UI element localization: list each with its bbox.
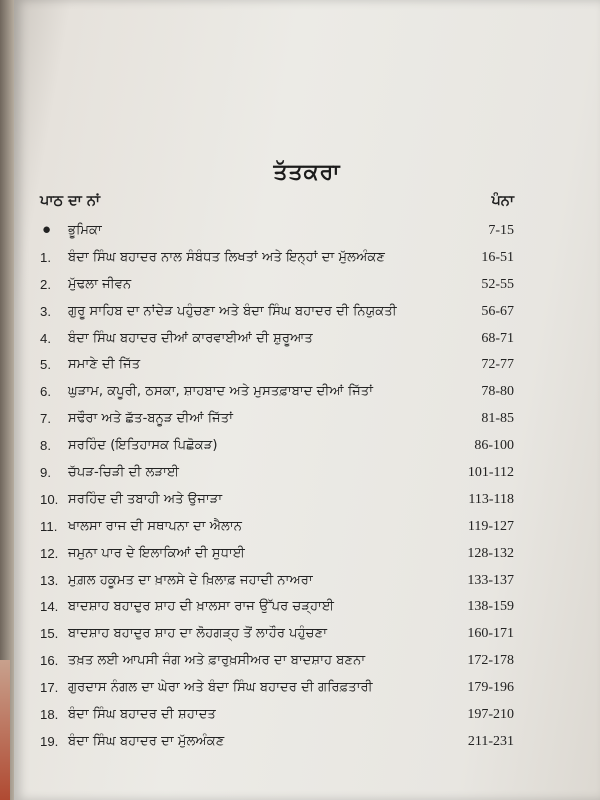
toc-entry <box>40 648 514 675</box>
entry-pages: 160-171 <box>467 626 514 642</box>
entry-title: ਸਮਾਣੇ ਦੀ ਜਿੱਤ <box>68 357 141 373</box>
toc-entry <box>40 621 514 648</box>
toc-entry <box>40 514 514 541</box>
toc-header <box>40 193 514 213</box>
toc-entry <box>40 568 514 595</box>
entry-title: ਸਢੌਰਾ ਅਤੇ ਛੱਤ-ਬਨੂੜ ਦੀਆਂ ਜਿੱਤਾਂ <box>68 411 233 427</box>
toc-entry <box>40 245 514 272</box>
entry-number: 6. <box>40 384 51 400</box>
entry-pages: 86-100 <box>474 438 514 454</box>
entry-title: ਬੰਦਾ ਸਿੰਘ ਬਹਾਦਰ ਨਾਲ ਸੰਬੰਧਤ ਲਿਖਤਾਂ ਅਤੇ ਇਨ੍ਹਾਂ ਦਾ ਮੁੱਲਅੰਕਣ <box>68 249 386 265</box>
entry-title: ਭੂਮਿਕਾ <box>68 223 102 238</box>
book-page <box>14 0 600 800</box>
toc-entry <box>40 729 514 756</box>
show-through-text <box>214 10 554 130</box>
entry-number: ● <box>42 221 52 238</box>
toc-entry <box>40 406 514 433</box>
entry-title: ਗੁਰਦਾਸ ਨੰਗਲ ਦਾ ਘੇਰਾ ਅਤੇ ਬੰਦਾ ਸਿੰਘ ਬਹਾਦਰ ਦੀ ਗਰਿਫ਼ਤਾਰੀ <box>68 680 373 696</box>
entry-title: ਜਮੁਨਾ ਪਾਰ ਦੇ ਇਲਾਕਿਆਂ ਦੀ ਸੁਧਾਈ <box>68 545 246 561</box>
entry-pages: 119-127 <box>467 518 514 534</box>
entry-title: ਘੁੜਾਮ, ਕਪੂਰੀ, ਠਸਕਾ, ਸ਼ਾਹਬਾਦ ਅਤੇ ਮੁਸਤਫ਼ਾਬਾਦ ਦੀਆਂ ਜਿੱਤਾਂ <box>68 384 373 400</box>
entry-number: 12. <box>40 545 59 561</box>
entry-number: 18. <box>40 707 59 723</box>
entry-pages: 78-80 <box>481 384 514 400</box>
toc-entry <box>40 299 514 326</box>
entry-number: 8. <box>40 438 51 454</box>
entry-number: 9. <box>40 465 51 481</box>
entry-title: ਚੱਪੜ-ਚਿੜੀ ਦੀ ਲੜਾਈ <box>68 465 180 481</box>
table-of-contents <box>40 218 514 756</box>
toc-entry <box>40 433 514 460</box>
entry-number: 1. <box>40 249 51 265</box>
toc-entry <box>40 487 514 514</box>
entry-title: ਗੁਰੂ ਸਾਹਿਬ ਦਾ ਨਾਂਦੇੜ ਪਹੁੰਚਣਾ ਅਤੇ ਬੰਦਾ ਸਿੰਘ ਬਹਾਦਰ ਦੀ ਨਿਯੁਕਤੀ <box>68 303 397 319</box>
toc-entry <box>40 272 514 299</box>
entry-pages: 56-67 <box>481 303 514 319</box>
page-number-header: ਪੰਨਾ <box>491 193 514 209</box>
entry-pages: 172-178 <box>467 653 514 669</box>
chapter-name-header: ਪਾਠ ਦਾ ਨਾਂ <box>40 193 101 209</box>
entry-number: 17. <box>40 680 59 696</box>
entry-pages: 52-55 <box>481 276 514 292</box>
entry-number: 16. <box>40 653 59 669</box>
entry-number: 14. <box>40 599 59 615</box>
entry-number: 5. <box>40 357 51 373</box>
entry-number: 11. <box>40 518 58 534</box>
entry-pages: 133-137 <box>467 572 514 588</box>
toc-entry <box>40 460 514 487</box>
toc-entry <box>40 702 514 729</box>
entry-pages: 81-85 <box>481 411 514 427</box>
entry-title: ਮੁਗ਼ਲ ਹਕੂਮਤ ਦਾ ਖ਼ਾਲਸੇ ਦੇ ਖ਼ਿਲਾਫ਼ ਜਹਾਦੀ ਨਾਅਰਾ <box>68 572 313 588</box>
toc-entry <box>40 594 514 621</box>
entry-pages: 72-77 <box>481 357 514 373</box>
entry-pages: 101-112 <box>467 465 514 481</box>
toc-entry <box>40 352 514 379</box>
entry-number: 19. <box>40 733 59 749</box>
entry-number: 15. <box>40 626 59 642</box>
entry-title: ਮੁੱਢਲਾ ਜੀਵਨ <box>68 276 132 292</box>
toc-entry <box>40 326 514 353</box>
entry-title: ਖਾਲਸਾ ਰਾਜ ਦੀ ਸਥਾਪਨਾ ਦਾ ਐਲਾਨ <box>68 518 242 534</box>
entry-title: ਬਾਦਸ਼ਾਹ ਬਹਾਦੁਰ ਸ਼ਾਹ ਦਾ ਲੋਹਗੜ੍ਹ ਤੋਂ ਲਾਹੌਰ ਪਹੁੰਚਣਾ <box>68 626 328 642</box>
entry-number: 10. <box>40 491 59 507</box>
entry-pages: 113-118 <box>468 491 514 507</box>
toc-entry <box>40 541 514 568</box>
page-title: ਤੱਤਕਰਾ <box>273 160 341 185</box>
entry-title: ਤਖ਼ਤ ਲਈ ਆਪਸੀ ਜੰਗ ਅਤੇ ਫ਼ਾਰੁਖ਼ਸੀਅਰ ਦਾ ਬਾਦਸ਼ਾਹ ਬਣਨਾ <box>68 653 366 669</box>
entry-title: ਬੰਦਾ ਸਿੰਘ ਬਹਾਦਰ ਦਾ ਮੁੱਲਅੰਕਣ <box>68 733 225 749</box>
entry-title: ਬੰਦਾ ਸਿੰਘ ਬਹਾਦਰ ਦੀ ਸ਼ਹਾਦਤ <box>68 707 216 723</box>
entry-number: 3. <box>40 303 51 319</box>
entry-title: ਬੰਦਾ ਸਿੰਘ ਬਹਾਦਰ ਦੀਆਂ ਕਾਰਵਾਈਆਂ ਦੀ ਸ਼ੁਰੂਆਤ <box>68 330 313 346</box>
entry-title: ਸਰਹਿੰਦ (ਇਤਿਹਾਸਕ ਪਿਛੋਕੜ) <box>68 438 218 454</box>
toc-entry <box>40 218 514 245</box>
toc-entry <box>40 675 514 702</box>
entry-number: 4. <box>40 330 51 346</box>
entry-pages: 7-15 <box>488 223 514 238</box>
toc-entry <box>40 379 514 406</box>
entry-number: 13. <box>40 572 59 588</box>
entry-pages: 211-231 <box>467 733 514 749</box>
entry-pages: 68-71 <box>481 330 514 346</box>
entry-pages: 16-51 <box>481 249 514 265</box>
entry-pages: 179-196 <box>467 680 514 696</box>
entry-number: 2. <box>40 276 51 292</box>
entry-title: ਸਰਹਿੰਦ ਦੀ ਤਬਾਹੀ ਅਤੇ ਉਜਾੜਾ <box>68 491 223 507</box>
entry-pages: 128-132 <box>467 545 514 561</box>
entry-number: 7. <box>40 411 51 427</box>
entry-title: ਬਾਦਸ਼ਾਹ ਬਹਾਦੁਰ ਸ਼ਾਹ ਦੀ ਖ਼ਾਲਸਾ ਰਾਜ ਉੱਪਰ ਚੜ੍ਹਾਈ <box>68 599 335 615</box>
cover-edge-stripe <box>0 660 10 800</box>
entry-pages: 197-210 <box>467 707 514 723</box>
entry-pages: 138-159 <box>467 599 514 615</box>
